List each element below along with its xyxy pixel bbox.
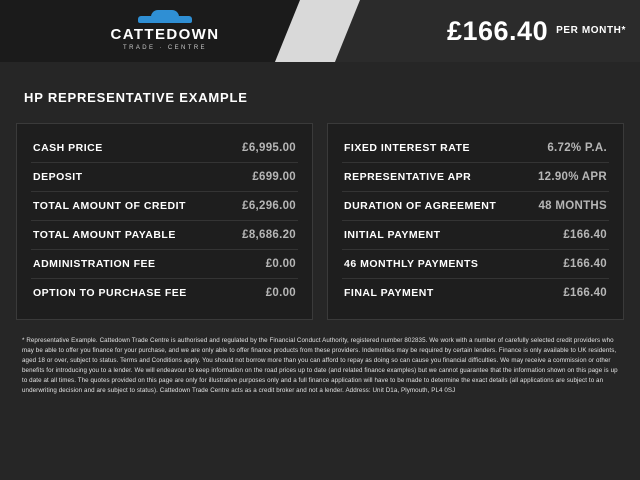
price-badge xyxy=(447,0,626,62)
row-value: £0.00 xyxy=(265,287,296,299)
disclaimer-text: * Representative Example. Cattedown Trade Centre is authorised and regulated by the Financial Conduct Authority, registered number 802835. We work with a number of carefully selected credit providers who may be able to offer you finance for your purchase, and we are only able to offer finance products from these providers. Indemnities may be required by certain lenders. Finance is only available to UK residents, aged 18 or over, subject to status. Terms and Conditions apply. You should not borrow more than you can afford to repay as doing so can cause you financial difficulties. We may receive a commission or other benefits for introducing you to a lender. We will endeavour to keep information on the road prices up to date (and related finance examples) but we cannot guarantee that the information shown on this page is up to date at all times. The quotes provided on this page are only for illustrative purposes only and a full finance application will have to be made to determine the exact details (all applications are subject to an underwriting decision and are subject to status). Cattedown Trade Centre acts as a credit broker and not a lender. Address: Unit D1a, Plymouth, PL4 0SJ xyxy=(22,337,618,394)
price-term-label: PER MONTH* xyxy=(556,24,626,36)
row-value: £0.00 xyxy=(265,258,296,270)
finance-details-body xyxy=(0,62,640,480)
row-label: REPRESENTATIVE APR xyxy=(344,171,472,183)
row-label: TOTAL AMOUNT OF CREDIT xyxy=(33,200,186,212)
table-row xyxy=(31,279,298,307)
page-header xyxy=(0,0,640,62)
row-value: £166.40 xyxy=(563,229,607,241)
page-title: HP REPRESENTATIVE EXAMPLE xyxy=(24,90,248,105)
row-label: INITIAL PAYMENT xyxy=(344,229,441,241)
table-row xyxy=(31,221,298,250)
table-row xyxy=(342,192,609,221)
row-value: 12.90% APR xyxy=(537,171,607,183)
row-value: £6,995.00 xyxy=(242,142,296,154)
table-row xyxy=(342,279,609,307)
brand-name: CATTEDOWN xyxy=(110,25,220,43)
table-row xyxy=(342,221,609,250)
table-row xyxy=(31,163,298,192)
row-value: £166.40 xyxy=(563,287,607,299)
table-row xyxy=(31,192,298,221)
brand-subtitle: TRADE · CENTRE xyxy=(123,44,207,51)
row-label: 46 MONTHLY PAYMENTS xyxy=(344,258,479,270)
row-label: FIXED INTEREST RATE xyxy=(344,142,470,154)
table-row xyxy=(342,134,609,163)
car-logo-icon xyxy=(138,10,192,25)
table-row xyxy=(31,250,298,279)
row-label: OPTION TO PURCHASE FEE xyxy=(33,287,187,299)
row-label: CASH PRICE xyxy=(33,142,103,154)
row-label: DEPOSIT xyxy=(33,171,83,183)
row-value: £699.00 xyxy=(252,171,296,183)
row-value: 48 MONTHS xyxy=(538,200,607,212)
table-row xyxy=(342,163,609,192)
row-value: £6,296.00 xyxy=(242,200,296,212)
finance-panels xyxy=(16,123,624,320)
row-label: DURATION OF AGREEMENT xyxy=(344,200,497,212)
finance-panel-left xyxy=(16,123,313,320)
table-row xyxy=(342,250,609,279)
row-value: £166.40 xyxy=(563,258,607,270)
finance-panel-right xyxy=(327,123,624,320)
monthly-price: £166.40 xyxy=(446,15,549,46)
table-row xyxy=(31,134,298,163)
row-label: ADMINISTRATION FEE xyxy=(33,258,156,270)
row-label: FINAL PAYMENT xyxy=(344,287,434,299)
row-value: £8,686.20 xyxy=(242,229,296,241)
row-label: TOTAL AMOUNT PAYABLE xyxy=(33,229,176,241)
row-value: 6.72% P.A. xyxy=(547,142,607,154)
